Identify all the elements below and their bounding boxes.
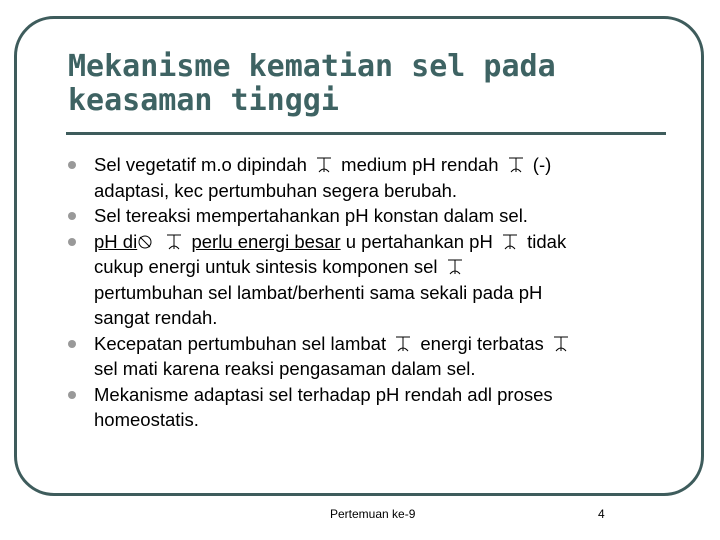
page-number: 4 [598, 507, 605, 521]
bullet-3-text-c: u pertahankan pH [345, 230, 493, 252]
bullet-item-3 [66, 229, 666, 331]
bullet-1-text-c: (-) [532, 154, 552, 175]
slide-title [68, 50, 668, 118]
bullet-3-line-2: cukup energi untuk sintesis komponen sel [94, 256, 438, 277]
arrow-right-symbol-icon [316, 156, 332, 174]
footer-meeting-label: Pertemuan ke-9 [330, 507, 416, 521]
bullet-dot [68, 161, 76, 169]
bullet-3-text-a: pH di [94, 230, 138, 252]
bullet-3-text-d: tidak [527, 230, 567, 252]
bullet-item-2 [66, 203, 666, 229]
bullet-item-1 [66, 152, 666, 203]
bullet-3-line-3: pertumbuhan sel lambat/berhenti sama sekali pada pH [94, 281, 543, 303]
bullet-2-line-1: Sel tereaksi mempertahankan pH konstan dalam sel. [94, 205, 528, 226]
bullet-1-text-a: Sel vegetatif m.o dipindah [94, 154, 307, 175]
arrow-right-symbol-icon [508, 156, 524, 174]
bullet-1-line-2: adaptasi, kec pertumbuhan segera berubah. [94, 179, 458, 201]
arrow-down-symbol-icon [137, 233, 153, 251]
bullet-3-line-4: sangat rendah. [94, 307, 218, 328]
bullet-3-text-b: perlu energi besar [191, 230, 341, 252]
title-line-1: Mekanisme kematian sel pada [68, 49, 556, 84]
bullet-item-5 [66, 382, 666, 433]
arrow-right-symbol-icon [553, 335, 569, 353]
arrow-right-symbol-icon [166, 233, 182, 251]
arrow-right-symbol-icon [502, 233, 518, 251]
bullet-5-line-2: homeostatis. [94, 409, 199, 430]
bullet-4-text-b: energi terbatas [420, 332, 544, 354]
bullet-dot [68, 238, 76, 246]
arrow-right-symbol-icon [395, 335, 411, 353]
bullet-4-text-a: Kecepatan pertumbuhan sel lambat [94, 332, 387, 354]
bullet-5-line-1: Mekanisme adaptasi sel terhadap pH rendah adl proses [94, 383, 553, 405]
title-line-2: keasaman tinggi [68, 83, 339, 118]
bullet-list [66, 152, 666, 433]
bullet-1-text-b: medium pH rendah [341, 154, 499, 175]
bullet-item-4 [66, 331, 666, 382]
bullet-dot [68, 340, 76, 348]
bullet-dot [68, 212, 76, 220]
arrow-right-symbol-icon [447, 258, 463, 276]
bullet-dot [68, 391, 76, 399]
bullet-4-line-2: sel mati karena reaksi pengasaman dalam sel. [94, 358, 476, 379]
title-divider [66, 132, 666, 135]
